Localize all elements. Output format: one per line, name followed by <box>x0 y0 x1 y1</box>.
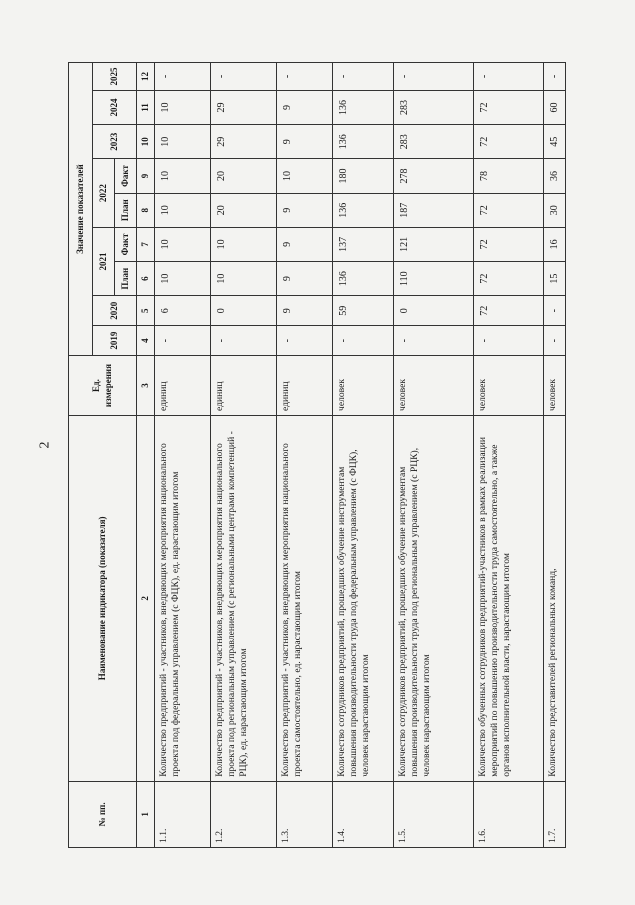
value-2024: 283 <box>393 90 473 124</box>
indicator-name: Количество предприятий - участников, внедряющих мероприятия национального проекта под региональным управлением (с региональными центрами компетенций - РЦК), ед. нарастающим итогом <box>211 415 277 781</box>
table-row <box>155 63 211 848</box>
fact-2021: 137 <box>333 227 393 261</box>
header-2024: 2024 <box>93 90 137 124</box>
header-2023: 2023 <box>93 125 137 159</box>
header-fact-2022: Факт <box>115 159 137 193</box>
header-2019: 2019 <box>93 326 137 356</box>
value-2019: - <box>543 326 565 356</box>
unit-cell: единиц <box>211 356 277 416</box>
fact-2021: 9 <box>277 227 333 261</box>
plan-2022: 30 <box>543 193 565 227</box>
indicator-name: Количество сотрудников предприятий, прошедших обучение инструментам повышения производительности труда под федеральным управлением (с ФЦК), человек нарастающим итогом <box>333 415 393 781</box>
plan-2022: 9 <box>277 193 333 227</box>
header-2022: 2022 <box>93 159 115 227</box>
value-2023: 9 <box>277 125 333 159</box>
fact-2021: 16 <box>543 227 565 261</box>
col-number: 7 <box>137 227 155 261</box>
col-number: 6 <box>137 262 155 296</box>
fact-2021: 121 <box>393 227 473 261</box>
table-body <box>155 63 566 848</box>
unit-cell: человек <box>333 356 393 416</box>
header-fact-2021: Факт <box>115 227 137 261</box>
fact-2021: 72 <box>473 227 543 261</box>
fact-2022: 36 <box>543 159 565 193</box>
unit-cell: единиц <box>155 356 211 416</box>
value-2024: 136 <box>333 90 393 124</box>
indicator-name: Количество обученных сотрудников предприятий-участников в рамках реализации мероприятий по повышению производительности труда самостоятельно, а также органов исполнительной власти, нарастающим итогом <box>473 415 543 781</box>
page-number: 2 <box>37 441 53 449</box>
plan-2021: 72 <box>473 262 543 296</box>
plan-2021: 110 <box>393 262 473 296</box>
row-number: 1.3. <box>277 781 333 847</box>
column-number-row <box>137 63 155 848</box>
fact-2022: 180 <box>333 159 393 193</box>
plan-2022: 10 <box>155 193 211 227</box>
row-number: 1.1. <box>155 781 211 847</box>
value-2019: - <box>393 326 473 356</box>
col-number: 11 <box>137 90 155 124</box>
unit-cell: человек <box>393 356 473 416</box>
table-row <box>333 63 393 848</box>
col-number: 5 <box>137 296 155 326</box>
value-2020: 0 <box>211 296 277 326</box>
plan-2022: 72 <box>473 193 543 227</box>
fact-2021: 10 <box>155 227 211 261</box>
fact-2022: 10 <box>155 159 211 193</box>
value-2023: 136 <box>333 125 393 159</box>
plan-2022: 187 <box>393 193 473 227</box>
row-number: 1.7. <box>543 781 565 847</box>
value-2025: - <box>473 63 543 91</box>
row-number: 1.4. <box>333 781 393 847</box>
value-2023: 283 <box>393 125 473 159</box>
indicator-name: Количество сотрудников предприятий, прошедших обучение инструментам повышения производительности труда под региональным управлением (с РЦК), человек нарастающим итогом <box>393 415 473 781</box>
col-number: 3 <box>137 356 155 416</box>
plan-2021: 10 <box>155 262 211 296</box>
value-2024: 29 <box>211 90 277 124</box>
plan-2022: 20 <box>211 193 277 227</box>
header-2021: 2021 <box>93 227 115 295</box>
unit-cell: единиц <box>277 356 333 416</box>
value-2025: - <box>543 63 565 91</box>
value-2024: 60 <box>543 90 565 124</box>
value-2020: 72 <box>473 296 543 326</box>
plan-2021: 15 <box>543 262 565 296</box>
header-2020: 2020 <box>93 296 137 326</box>
plan-2021: 10 <box>211 262 277 296</box>
value-2025: - <box>211 63 277 91</box>
value-2025: - <box>155 63 211 91</box>
table-row <box>393 63 473 848</box>
col-number: 10 <box>137 125 155 159</box>
value-2019: - <box>277 326 333 356</box>
header-name: Наименование индикатора (показателя) <box>69 415 137 781</box>
value-2020: - <box>543 296 565 326</box>
indicator-table-rotated <box>68 62 566 848</box>
fact-2021: 10 <box>211 227 277 261</box>
plan-2021: 136 <box>333 262 393 296</box>
indicator-name: Количество предприятий - участников, внедряющих мероприятия национального проекта под федеральным управлением (с ФЦК), ед. нарастающим итогом <box>155 415 211 781</box>
col-number: 4 <box>137 326 155 356</box>
table-row <box>211 63 277 848</box>
header-values: Значение показателей <box>69 63 93 356</box>
value-2019: - <box>155 326 211 356</box>
table-row <box>473 63 543 848</box>
header-num: № пп. <box>69 781 137 847</box>
header-2025: 2025 <box>93 63 137 91</box>
fact-2022: 20 <box>211 159 277 193</box>
unit-cell: человек <box>473 356 543 416</box>
unit-cell: человек <box>543 356 565 416</box>
col-number: 1 <box>137 781 155 847</box>
value-2023: 72 <box>473 125 543 159</box>
fact-2022: 78 <box>473 159 543 193</box>
fact-2022: 278 <box>393 159 473 193</box>
value-2019: - <box>211 326 277 356</box>
value-2024: 72 <box>473 90 543 124</box>
col-number: 2 <box>137 415 155 781</box>
value-2025: - <box>333 63 393 91</box>
header-plan-2022: План <box>115 193 137 227</box>
value-2025: - <box>277 63 333 91</box>
value-2020: 9 <box>277 296 333 326</box>
value-2019: - <box>473 326 543 356</box>
col-number: 12 <box>137 63 155 91</box>
header-unit: Ед. измерения <box>69 356 137 416</box>
value-2020: 6 <box>155 296 211 326</box>
plan-2022: 136 <box>333 193 393 227</box>
header-plan-2021: План <box>115 262 137 296</box>
table-row <box>543 63 565 848</box>
value-2024: 9 <box>277 90 333 124</box>
value-2023: 45 <box>543 125 565 159</box>
indicator-name: Количество представителей региональных команд, <box>543 415 565 781</box>
col-number: 8 <box>137 193 155 227</box>
row-number: 1.6. <box>473 781 543 847</box>
col-number: 9 <box>137 159 155 193</box>
value-2023: 10 <box>155 125 211 159</box>
value-2019: - <box>333 326 393 356</box>
plan-2021: 9 <box>277 262 333 296</box>
value-2020: 59 <box>333 296 393 326</box>
row-number: 1.5. <box>393 781 473 847</box>
indicator-table <box>68 62 566 848</box>
table-row <box>277 63 333 848</box>
row-number: 1.2. <box>211 781 277 847</box>
value-2024: 10 <box>155 90 211 124</box>
value-2025: - <box>393 63 473 91</box>
value-2020: 0 <box>393 296 473 326</box>
fact-2022: 10 <box>277 159 333 193</box>
indicator-name: Количество предприятий - участников, внедряющих мероприятия национального проекта самостоятельно, ед. нарастающим итогом <box>277 415 333 781</box>
value-2023: 29 <box>211 125 277 159</box>
